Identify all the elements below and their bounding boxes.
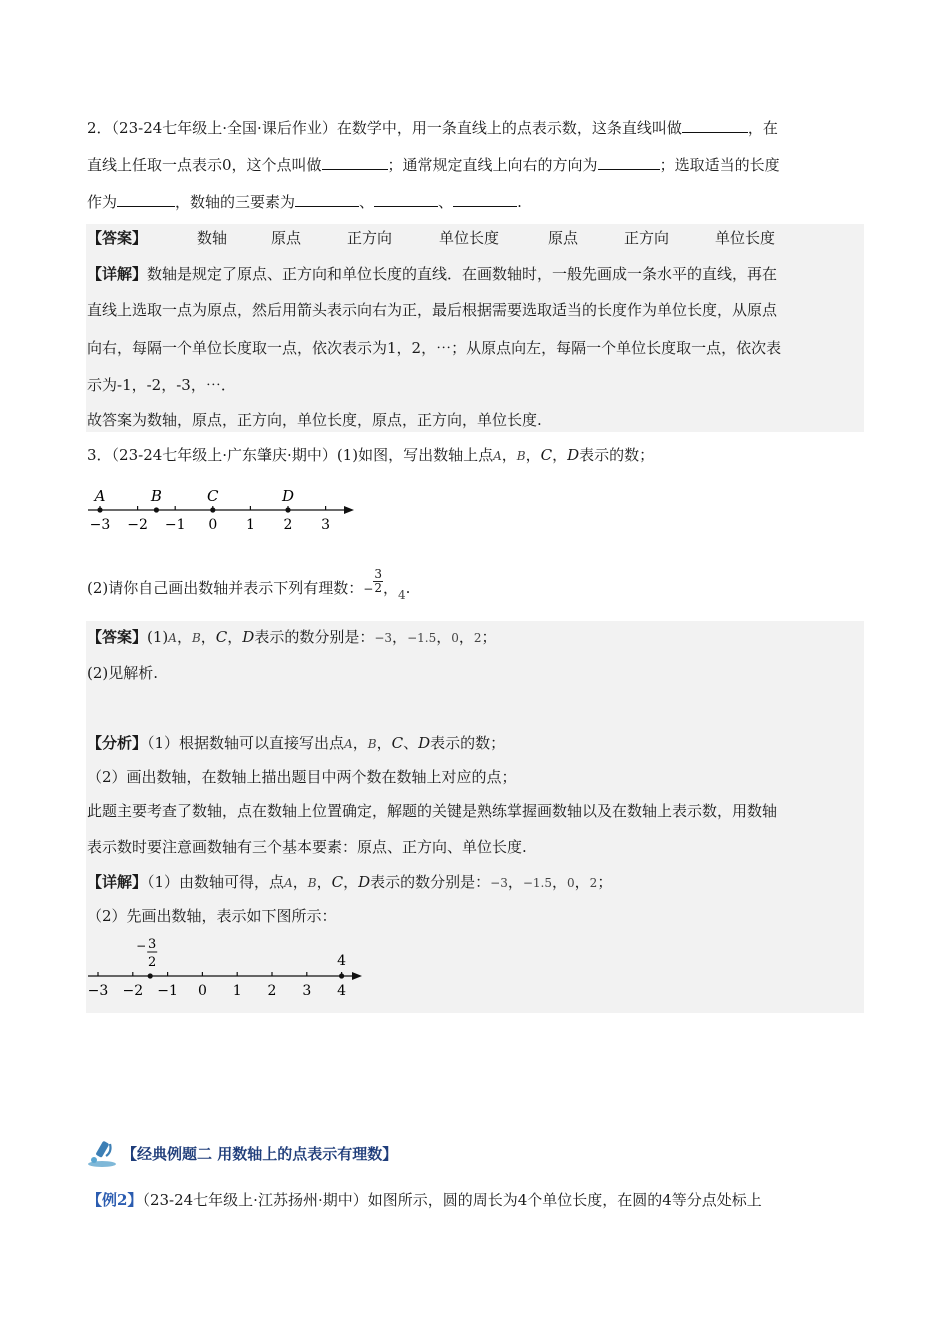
- question-text: 作为: [87, 193, 118, 211]
- q2-detail-line: [87, 338, 781, 358]
- point-label: B: [516, 449, 526, 463]
- detail-text: 数轴是规定了原点、正方向和单位长度的直线．在画数轴时，一般先画成一条水平的直线，再在: [147, 265, 778, 283]
- point-label: 4: [337, 953, 347, 969]
- question-text: ，在: [747, 119, 778, 137]
- question-number: 2．: [87, 119, 112, 137]
- question-text: 在数学中，用一条直线上的点表示数，这条直线叫做: [336, 119, 682, 137]
- tick-label: −2: [122, 983, 144, 999]
- q2-answer-row: [87, 228, 776, 248]
- fill-blank[interactable]: [598, 155, 660, 170]
- question-text: 表示的数；: [579, 446, 655, 464]
- point-label: C: [331, 873, 344, 891]
- answer-value: 0: [451, 631, 459, 645]
- question-text: (2)请你自己画出数轴并表示下列有理数：: [87, 579, 364, 597]
- fill-blank[interactable]: [453, 192, 517, 207]
- tick-label: 2: [283, 517, 293, 533]
- point-label: B: [307, 876, 317, 890]
- answer-text: (2)见解析.: [87, 664, 159, 682]
- answer-value: 正方向: [347, 229, 393, 247]
- analysis-text: （2）画出数轴，在数轴上描出题目中两个数在数轴上对应的点；: [87, 768, 517, 786]
- answer-text: 表示的数分别是：: [254, 628, 375, 646]
- tick-label: 1: [232, 983, 242, 999]
- answer-value: −1.5: [407, 631, 437, 645]
- point-label: B: [150, 487, 162, 505]
- fraction-numerator: 3: [148, 937, 157, 952]
- point-dot: [154, 507, 159, 512]
- answer-value: 原点: [548, 229, 579, 247]
- answer-value: 单位长度: [715, 229, 776, 247]
- question-text: ，数轴的三要素为: [175, 193, 296, 211]
- example-label: 【例2】: [87, 1191, 143, 1209]
- q3-analysis-3: [87, 801, 777, 821]
- axis-arrow: [344, 506, 354, 514]
- analysis-text: 表示的数；: [430, 734, 506, 752]
- point-label: D: [242, 628, 255, 646]
- answer-value: 数轴: [197, 229, 228, 247]
- separator: 、: [438, 193, 454, 211]
- point-dot: [148, 973, 153, 978]
- point-label: C: [215, 628, 228, 646]
- answer-label: 【答案】: [87, 229, 148, 247]
- point-label: C: [540, 446, 553, 464]
- minus-sign: −: [136, 939, 147, 953]
- tick-label: −2: [127, 517, 148, 533]
- detail-label: 【详解】: [87, 265, 148, 283]
- separator: ，: [501, 446, 517, 464]
- answer-value: 2: [473, 631, 482, 645]
- point-dot: [210, 507, 215, 512]
- detail-text: 向右，每隔一个单位长度取一点，依次表示为1，2，⋯；从原点向左，每隔一个单位长度取一点，依次表: [87, 339, 782, 357]
- tick-label: 0: [197, 983, 207, 999]
- point-label: A: [284, 876, 293, 890]
- answer-value: 正方向: [624, 229, 670, 247]
- answer-text: ；: [481, 628, 497, 646]
- microscope-icon: [86, 1138, 120, 1172]
- fill-blank[interactable]: [682, 118, 748, 133]
- analysis-label: 【分析】: [87, 734, 148, 752]
- q3-line-1: [87, 445, 654, 466]
- point-label: D: [358, 873, 371, 891]
- analysis-text: 表示数时要注意画数轴有三个基本要素：原点、正方向、单位长度.: [87, 838, 527, 856]
- detail-text: 直线上选取一点为原点，然后用箭头表示向右为正，最后根据需要选取适当的长度作为单位长度，从原点: [87, 301, 778, 319]
- answer-value: −3: [490, 876, 508, 890]
- fraction-numerator: 3: [374, 566, 382, 581]
- q2-line-3: [87, 192, 522, 212]
- detail-text: 示为-1，-2，-3，⋯．: [87, 376, 236, 394]
- number-line-figure-2: [86, 936, 376, 1004]
- detail-text: （2）先画出数轴，表示如下图所示：: [87, 907, 337, 925]
- example-2-line: [87, 1190, 762, 1210]
- q3-detail-2: [87, 906, 337, 926]
- point-label: D: [418, 734, 431, 752]
- q3-detail-1: 【详解】（1）由数轴可得，点A，B，C，D表示的数分别是：−3，−1.5，0，2；: [87, 873, 613, 891]
- period: .: [405, 579, 411, 597]
- fill-blank[interactable]: [295, 192, 359, 207]
- point-label: B: [367, 737, 377, 751]
- point-label: A: [493, 449, 502, 463]
- answer-value: 单位长度: [439, 229, 500, 247]
- q3-answer-1: 【答案】(1)A，B，C，D表示的数分别是：−3，−1.5，0，2；: [87, 628, 497, 646]
- point-label: A: [344, 737, 353, 751]
- tick-label: 3: [302, 983, 312, 999]
- fraction: [373, 568, 383, 595]
- q3-answer-2: [87, 663, 158, 683]
- section-heading: [86, 1138, 397, 1172]
- fill-blank[interactable]: [117, 192, 175, 207]
- question-text: ；选取适当的长度: [659, 156, 780, 174]
- minus-sign: −: [363, 582, 374, 596]
- point-label: A: [168, 631, 177, 645]
- question-source: （23-24七年级上·广东肇庆·期中）: [111, 446, 337, 464]
- detail-text: ；: [597, 873, 613, 891]
- detail-text: 故答案为数轴，原点，正方向，单位长度，原点，正方向，单位长度.: [87, 411, 542, 429]
- q3-analysis-4: [87, 837, 527, 857]
- separator: 、: [359, 193, 375, 211]
- q2-detail-line: [87, 410, 542, 430]
- point-label: D: [281, 487, 295, 505]
- point-label: D: [567, 446, 580, 464]
- point-label: B: [191, 631, 201, 645]
- tick-label: −3: [87, 983, 109, 999]
- tick-label: 3: [321, 517, 331, 533]
- point-label: C: [391, 734, 404, 752]
- tick-label: −1: [157, 983, 178, 999]
- q3-analysis-2: [87, 767, 517, 787]
- axis-arrow: [352, 972, 362, 980]
- q2-line-2: [87, 155, 780, 175]
- tick-label: 4: [337, 983, 347, 999]
- answer-value: −3: [374, 631, 393, 645]
- separator: ，: [382, 579, 398, 597]
- point-dot: [285, 507, 290, 512]
- detail-text: （1）由数轴可得，点: [147, 873, 285, 891]
- point-label: C: [207, 487, 219, 505]
- separator: ，: [552, 446, 568, 464]
- fill-blank[interactable]: [322, 155, 388, 170]
- part-number: (1): [147, 628, 169, 646]
- section-title: 【经典例题二 用数轴上的点表示有理数】: [122, 1145, 398, 1163]
- tick-label: 0: [208, 517, 218, 533]
- answer-panel: [86, 224, 864, 432]
- question-text: ；通常规定直线上向右的方向为: [387, 156, 598, 174]
- number-line-figure: [86, 482, 366, 538]
- answer-value: 2: [589, 876, 598, 890]
- point-dot: [97, 507, 102, 512]
- detail-label: 【详解】: [87, 873, 148, 891]
- fraction-denominator: 2: [148, 955, 157, 970]
- point-label: A: [94, 487, 106, 505]
- fill-blank[interactable]: [374, 192, 438, 207]
- analysis-text: 此题主要考查了数轴，点在数轴上位置确定，解题的关键是熟练掌握画数轴以及在数轴上表示数，用数轴: [87, 802, 778, 820]
- q2-line-1: [87, 118, 778, 138]
- q2-detail-line: [87, 300, 777, 320]
- example-text: （23-24七年级上·江苏扬州·期中）如图所示，圆的周长为4个单位长度，在圆的4等分点处标上: [142, 1191, 762, 1209]
- fraction-denominator: 2: [374, 580, 382, 595]
- q3-part2: [87, 566, 411, 602]
- analysis-text: （1）根据数轴可以直接写出点: [147, 734, 345, 752]
- question-text: (1)如图，写出数轴上点: [336, 446, 494, 464]
- number-value: 4: [397, 588, 406, 602]
- q2-detail-line: [87, 375, 236, 395]
- detail-text: 表示的数分别是：: [370, 873, 491, 891]
- question-source: （23-24七年级上·全国·课后作业）: [111, 119, 337, 137]
- q2-detail-line: [87, 264, 777, 284]
- period: .: [517, 193, 522, 211]
- answer-value: −1.5: [522, 876, 552, 890]
- tick-label: −1: [164, 517, 186, 533]
- point-dot: [339, 973, 344, 978]
- q3-analysis-1: 【分析】（1）根据数轴可以直接写出点A，B，C、D表示的数；: [87, 734, 506, 752]
- tick-label: 2: [267, 983, 277, 999]
- question-number: 3．: [87, 446, 112, 464]
- tick-label: 1: [245, 517, 255, 533]
- answer-value: 0: [567, 876, 575, 890]
- answer-value: 原点: [271, 229, 302, 247]
- separator: ，: [525, 446, 541, 464]
- question-text: 直线上任取一点表示0，这个点叫做: [87, 156, 322, 174]
- answer-label: 【答案】: [87, 628, 148, 646]
- tick-label: −3: [89, 517, 111, 533]
